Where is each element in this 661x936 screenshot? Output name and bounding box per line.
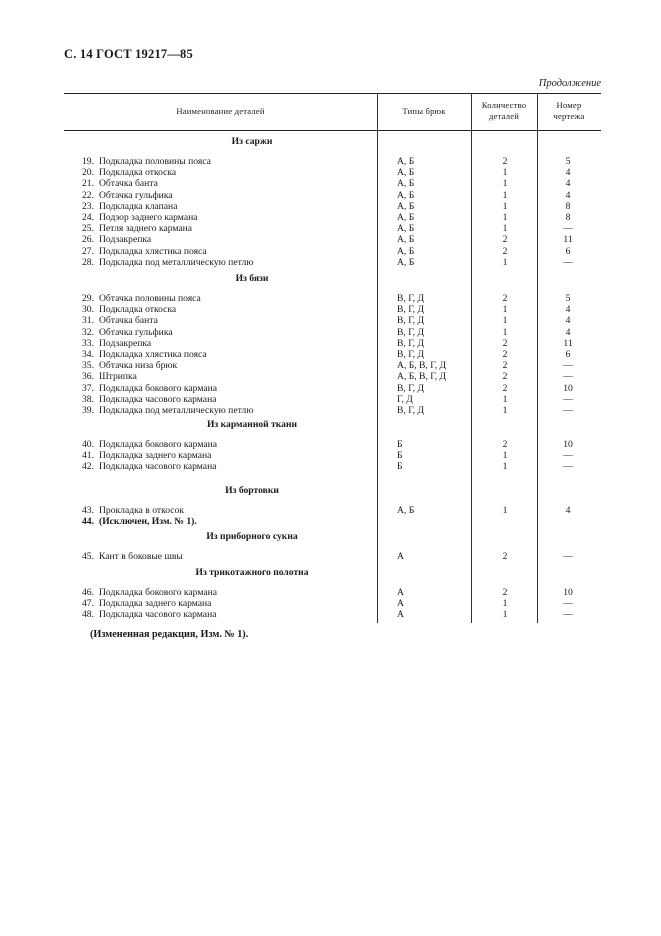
- part-name: Подкладка часового кармана: [99, 609, 217, 621]
- footnote: (Измененная редакция, Изм. № 1).: [90, 629, 249, 640]
- trouser-types: А, Б: [397, 212, 415, 223]
- part-name: Подзакрепка: [99, 234, 152, 246]
- row-number: 37.: [82, 382, 94, 394]
- row-number: 23.: [82, 200, 94, 212]
- section-title: Из саржи: [231, 136, 273, 147]
- part-quantity: 2: [502, 156, 508, 167]
- trouser-types: Г, Д: [397, 393, 413, 405]
- row-number: 26.: [82, 234, 94, 246]
- part-quantity: 1: [502, 450, 508, 462]
- part-quantity: 2: [502, 551, 508, 562]
- table-row: [64, 257, 601, 268]
- table-row: [64, 293, 601, 304]
- row-number: 32.: [82, 326, 94, 338]
- part-name: Подкладка клапана: [99, 200, 178, 212]
- drawing-number: 4: [565, 304, 571, 316]
- part-name: Подкладка откоска: [99, 304, 177, 316]
- part-quantity: 1: [502, 609, 508, 621]
- part-quantity: 1: [502, 405, 508, 416]
- drawing-number: —: [563, 450, 573, 462]
- table-row: [64, 167, 601, 178]
- part-quantity: 2: [502, 587, 508, 598]
- drawing-number: 5: [565, 293, 571, 304]
- drawing-number: —: [563, 598, 573, 610]
- table-row: [64, 371, 601, 382]
- trouser-types: В, Г, Д: [397, 315, 425, 327]
- table-row: [64, 551, 601, 562]
- table-row: [64, 598, 601, 609]
- header-qty-line2: деталей: [488, 111, 520, 121]
- part-name: Обтачка гульфика: [99, 326, 173, 338]
- part-name: Обтачка банта: [99, 315, 158, 327]
- part-quantity: 2: [502, 371, 508, 383]
- trouser-types: В, Г, Д: [397, 304, 425, 316]
- table-header-rule: [64, 130, 601, 131]
- part-quantity: 2: [502, 234, 508, 246]
- drawing-number: —: [563, 223, 573, 235]
- trouser-types: В, Г, Д: [397, 382, 425, 394]
- trouser-types: А, Б: [397, 200, 415, 212]
- trouser-types: А, Б: [397, 256, 415, 268]
- section-title: Из трикотажного полотна: [195, 567, 309, 578]
- drawing-number: 6: [565, 349, 571, 360]
- part-name: Подзакрепка: [99, 337, 152, 349]
- part-name: Подкладка бокового кармана: [99, 587, 217, 598]
- column-divider: [377, 93, 378, 623]
- drawing-number: 8: [565, 200, 571, 212]
- trouser-types: А: [397, 551, 404, 562]
- part-name: Штрипка: [99, 371, 137, 383]
- part-name: Подзор заднего кармана: [99, 212, 198, 223]
- drawing-number: 4: [565, 505, 571, 516]
- drawing-number: 5: [565, 156, 571, 167]
- part-name: Подкладка хлястика пояса: [99, 349, 207, 360]
- continuation-label: Продолжение: [538, 78, 601, 89]
- trouser-types: В, Г, Д: [397, 293, 425, 304]
- row-number: 48.: [82, 609, 94, 621]
- trouser-types: А, Б, В, Г, Д: [397, 371, 447, 383]
- table-row: [64, 609, 601, 620]
- part-name: Подкладка часового кармана: [99, 461, 217, 473]
- drawing-number: —: [563, 609, 573, 621]
- trouser-types: В, Г, Д: [397, 349, 425, 360]
- table-row: [64, 394, 601, 405]
- part-name: Кант в боковые швы: [99, 551, 183, 562]
- table-row: [64, 439, 601, 450]
- table-row: [64, 201, 601, 212]
- drawing-number: 11: [563, 337, 573, 349]
- trouser-types: А, Б: [397, 167, 415, 179]
- row-number: 29.: [82, 293, 94, 304]
- part-quantity: 1: [502, 178, 508, 190]
- table-row: [64, 383, 601, 394]
- part-quantity: 1: [502, 304, 508, 316]
- table-row: [64, 587, 601, 598]
- part-quantity: 2: [502, 360, 508, 372]
- drawing-number: —: [563, 393, 573, 405]
- part-quantity: 2: [502, 337, 508, 349]
- table-row: [64, 516, 601, 527]
- header-draw-line2: чертежа: [553, 111, 585, 121]
- part-name: Обтачка гульфика: [99, 189, 173, 201]
- part-name: Обтачка низа брюк: [99, 360, 178, 372]
- trouser-types: В, Г, Д: [397, 337, 425, 349]
- drawing-number: —: [563, 461, 573, 473]
- row-number: 40.: [82, 439, 94, 450]
- part-quantity: 2: [502, 293, 508, 304]
- row-number: 19.: [82, 156, 94, 167]
- table-row: [64, 304, 601, 315]
- drawing-number: 11: [563, 234, 573, 246]
- drawing-number: —: [563, 551, 573, 562]
- row-number: 36.: [82, 371, 94, 383]
- header-drawing: [537, 100, 601, 122]
- table-row: [64, 338, 601, 349]
- part-quantity: 1: [502, 189, 508, 201]
- trouser-types: А: [397, 598, 404, 610]
- table-row: [64, 234, 601, 245]
- part-name: Подкладка заднего кармана: [99, 450, 212, 462]
- header-draw-line1: Номер: [556, 100, 582, 110]
- trouser-types: Б: [397, 461, 403, 473]
- part-name: Подкладка заднего кармана: [99, 598, 212, 610]
- trouser-types: А, Б: [397, 223, 415, 235]
- part-name: Подкладка бокового кармана: [99, 382, 217, 394]
- part-quantity: 1: [502, 256, 508, 268]
- section-title: Из карманной ткани: [206, 419, 298, 430]
- trouser-types: А: [397, 587, 404, 598]
- trouser-types: Б: [397, 450, 403, 462]
- part-name: Подкладка под металлическую петлю: [99, 405, 254, 416]
- table-row: [64, 450, 601, 461]
- section-title: Из бязи: [235, 273, 269, 284]
- trouser-types: А, Б: [397, 245, 415, 257]
- row-number: 43.: [82, 505, 94, 516]
- row-number: 25.: [82, 223, 94, 235]
- table-row: [64, 405, 601, 416]
- drawing-number: 4: [565, 189, 571, 201]
- row-number: 22.: [82, 189, 94, 201]
- part-name: Обтачка банта: [99, 178, 158, 190]
- row-number: 38.: [82, 393, 94, 405]
- trouser-types: А, Б: [397, 156, 415, 167]
- part-quantity: 2: [502, 382, 508, 394]
- column-divider: [537, 93, 538, 623]
- part-name: Обтачка половины пояса: [99, 293, 201, 304]
- header-qty: [471, 100, 537, 122]
- part-quantity: 2: [502, 349, 508, 360]
- row-number: 39.: [82, 405, 94, 416]
- table-row: [64, 178, 601, 189]
- drawing-number: —: [563, 360, 573, 372]
- part-quantity: 1: [502, 326, 508, 338]
- part-name: Подкладка бокового кармана: [99, 439, 217, 450]
- trouser-types: А, Б: [397, 234, 415, 246]
- trouser-types: А, Б, В, Г, Д: [397, 360, 447, 372]
- row-number: 47.: [82, 598, 94, 610]
- drawing-number: —: [563, 405, 573, 416]
- table-row: [64, 212, 601, 223]
- trouser-types: А, Б: [397, 189, 415, 201]
- table-row: [64, 190, 601, 201]
- row-number: 41.: [82, 450, 94, 462]
- header-types: Типы брюк: [402, 106, 446, 116]
- row-number: 28.: [82, 256, 94, 268]
- part-quantity: 1: [502, 200, 508, 212]
- row-number: 46.: [82, 587, 94, 598]
- part-quantity: 1: [502, 223, 508, 235]
- row-number: 20.: [82, 167, 94, 179]
- part-quantity: 2: [502, 439, 508, 450]
- part-quantity: 1: [502, 315, 508, 327]
- drawing-number: 6: [565, 245, 571, 257]
- drawing-number: 4: [565, 315, 571, 327]
- row-number: 27.: [82, 245, 94, 257]
- drawing-number: 10: [563, 439, 573, 450]
- column-divider: [471, 93, 472, 623]
- row-number: 30.: [82, 304, 94, 316]
- table-row: [64, 315, 601, 326]
- table-row: [64, 349, 601, 360]
- table-row: [64, 156, 601, 167]
- row-number: 24.: [82, 212, 94, 223]
- table-row: [64, 223, 601, 234]
- part-quantity: 1: [502, 393, 508, 405]
- table-row: [64, 327, 601, 338]
- part-quantity: 1: [502, 212, 508, 223]
- drawing-number: 8: [565, 212, 571, 223]
- row-number: 42.: [82, 461, 94, 473]
- part-name: Подкладка откоска: [99, 167, 177, 179]
- table-row: [64, 505, 601, 516]
- part-quantity: 1: [502, 598, 508, 610]
- page-header: С. 14 ГОСТ 19217—85: [64, 47, 193, 61]
- section-title: Из приборного сукна: [206, 531, 298, 542]
- table-row: [64, 360, 601, 371]
- part-name: Петля заднего кармана: [99, 223, 193, 235]
- row-number: 33.: [82, 337, 94, 349]
- table-top-rule: [64, 93, 601, 94]
- trouser-types: А, Б: [397, 178, 415, 190]
- part-quantity: 2: [502, 245, 508, 257]
- header-name: Наименование деталей: [176, 106, 265, 116]
- row-number: 35.: [82, 360, 94, 372]
- drawing-number: 10: [563, 587, 573, 598]
- part-quantity: 1: [502, 461, 508, 473]
- drawing-number: 10: [563, 382, 573, 394]
- part-name: Подкладка часового кармана: [99, 393, 217, 405]
- part-name: Подкладка под металлическую петлю: [99, 256, 254, 268]
- header-qty-line1: Количество: [481, 100, 527, 110]
- drawing-number: —: [563, 256, 573, 268]
- trouser-types: В, Г, Д: [397, 405, 425, 416]
- part-name: Подкладка половины пояса: [99, 156, 211, 167]
- row-number: 31.: [82, 315, 94, 327]
- part-name: Подкладка хлястика пояса: [99, 245, 207, 257]
- row-number: 21.: [82, 178, 94, 190]
- row-number: 44.: [82, 516, 94, 528]
- trouser-types: Б: [397, 439, 403, 450]
- drawing-number: 4: [565, 326, 571, 338]
- section-title: Из бортовки: [225, 485, 279, 496]
- drawing-number: —: [563, 371, 573, 383]
- drawing-number: 4: [565, 178, 571, 190]
- trouser-types: А, Б: [397, 505, 415, 516]
- part-quantity: 1: [502, 167, 508, 179]
- drawing-number: 4: [565, 167, 571, 179]
- part-quantity: 1: [502, 505, 508, 516]
- table-row: [64, 246, 601, 257]
- row-number: 34.: [82, 349, 94, 360]
- part-name: Прокладка в откосок: [99, 505, 184, 516]
- table-row: [64, 461, 601, 472]
- row-number: 45.: [82, 551, 94, 562]
- trouser-types: А: [397, 609, 404, 621]
- part-name: (Исключен, Изм. № 1).: [99, 516, 197, 528]
- trouser-types: В, Г, Д: [397, 326, 425, 338]
